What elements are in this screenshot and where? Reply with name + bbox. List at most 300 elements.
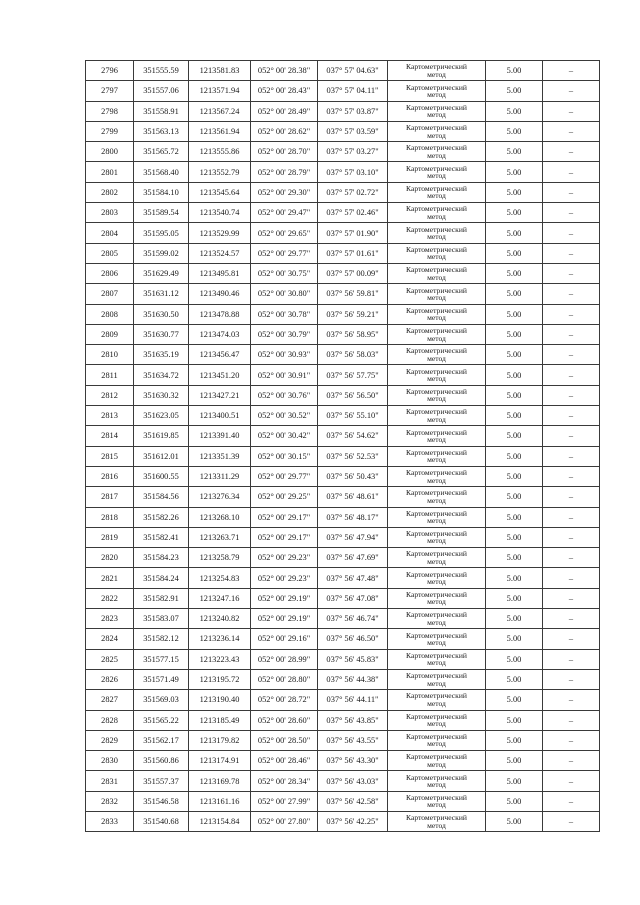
x-coordinate-cell: 351583.07 bbox=[134, 609, 189, 629]
y-coordinate-cell: 1213254.83 bbox=[189, 568, 251, 588]
longitude-cell: 037° 56' 48.61" bbox=[318, 487, 388, 507]
method-cell bbox=[388, 588, 486, 608]
method-line-2: метод bbox=[427, 272, 446, 282]
accuracy-cell: 5.00 bbox=[486, 811, 543, 831]
accuracy-cell: 5.00 bbox=[486, 568, 543, 588]
x-coordinate-cell: 351546.58 bbox=[134, 791, 189, 811]
longitude-cell: 037° 56' 54.62" bbox=[318, 426, 388, 446]
method-cell bbox=[388, 345, 486, 365]
latitude-cell: 052° 00' 29.47" bbox=[251, 203, 318, 223]
x-coordinate-cell: 351584.23 bbox=[134, 548, 189, 568]
method-cell bbox=[388, 669, 486, 689]
x-coordinate-cell: 351558.91 bbox=[134, 101, 189, 121]
latitude-cell: 052° 00' 28.50" bbox=[251, 730, 318, 750]
method-line-2: метод bbox=[427, 333, 446, 343]
accuracy-cell: 5.00 bbox=[486, 426, 543, 446]
table-row bbox=[86, 710, 600, 730]
x-coordinate-cell: 351584.24 bbox=[134, 568, 189, 588]
description-cell: – bbox=[543, 548, 600, 568]
description-cell: – bbox=[543, 710, 600, 730]
x-coordinate-cell: 351577.15 bbox=[134, 649, 189, 669]
longitude-cell: 037° 57' 03.59" bbox=[318, 121, 388, 141]
latitude-cell: 052° 00' 29.77" bbox=[251, 243, 318, 263]
table-row bbox=[86, 548, 600, 568]
method-line-2: метод bbox=[427, 820, 446, 830]
y-coordinate-cell: 1213552.79 bbox=[189, 162, 251, 182]
point-number-cell: 2820 bbox=[86, 548, 134, 568]
y-coordinate-cell: 1213268.10 bbox=[189, 507, 251, 527]
longitude-cell: 037° 56' 55.10" bbox=[318, 406, 388, 426]
method-cell bbox=[388, 385, 486, 405]
table-row bbox=[86, 324, 600, 344]
method-line-2: метод bbox=[427, 130, 446, 140]
y-coordinate-cell: 1213185.49 bbox=[189, 710, 251, 730]
x-coordinate-cell: 351630.77 bbox=[134, 324, 189, 344]
longitude-cell: 037° 56' 43.30" bbox=[318, 751, 388, 771]
method-cell bbox=[388, 365, 486, 385]
x-coordinate-cell: 351582.12 bbox=[134, 629, 189, 649]
method-line-2: метод bbox=[427, 374, 446, 384]
x-coordinate-cell: 351630.50 bbox=[134, 304, 189, 324]
y-coordinate-cell: 1213400.51 bbox=[189, 406, 251, 426]
accuracy-cell: 5.00 bbox=[486, 385, 543, 405]
latitude-cell: 052° 00' 30.52" bbox=[251, 406, 318, 426]
table-row bbox=[86, 568, 600, 588]
x-coordinate-cell: 351582.26 bbox=[134, 507, 189, 527]
longitude-cell: 037° 56' 56.50" bbox=[318, 385, 388, 405]
latitude-cell: 052° 00' 29.19" bbox=[251, 588, 318, 608]
table-row bbox=[86, 771, 600, 791]
description-cell: – bbox=[543, 791, 600, 811]
accuracy-cell: 5.00 bbox=[486, 324, 543, 344]
point-number-cell: 2805 bbox=[86, 243, 134, 263]
method-cell bbox=[388, 446, 486, 466]
longitude-cell: 037° 56' 46.50" bbox=[318, 629, 388, 649]
accuracy-cell: 5.00 bbox=[486, 203, 543, 223]
coordinates-table bbox=[85, 60, 600, 832]
latitude-cell: 052° 00' 30.15" bbox=[251, 446, 318, 466]
method-line-2: метод bbox=[427, 69, 446, 79]
latitude-cell: 052° 00' 30.79" bbox=[251, 324, 318, 344]
longitude-cell: 037° 57' 03.27" bbox=[318, 142, 388, 162]
point-number-cell: 2815 bbox=[86, 446, 134, 466]
description-cell: – bbox=[543, 243, 600, 263]
latitude-cell: 052° 00' 28.80" bbox=[251, 669, 318, 689]
method-line-1: Картометрический bbox=[406, 82, 467, 92]
y-coordinate-cell: 1213490.46 bbox=[189, 284, 251, 304]
method-cell bbox=[388, 629, 486, 649]
method-cell bbox=[388, 81, 486, 101]
method-cell bbox=[388, 203, 486, 223]
y-coordinate-cell: 1213571.94 bbox=[189, 81, 251, 101]
y-coordinate-cell: 1213529.99 bbox=[189, 223, 251, 243]
description-cell: – bbox=[543, 365, 600, 385]
x-coordinate-cell: 351571.49 bbox=[134, 669, 189, 689]
description-cell: – bbox=[543, 324, 600, 344]
y-coordinate-cell: 1213555.86 bbox=[189, 142, 251, 162]
method-line-1: Картометрический bbox=[406, 508, 467, 518]
description-cell: – bbox=[543, 182, 600, 202]
point-number-cell: 2821 bbox=[86, 568, 134, 588]
table-row bbox=[86, 446, 600, 466]
table-row bbox=[86, 345, 600, 365]
accuracy-cell: 5.00 bbox=[486, 61, 543, 81]
latitude-cell: 052° 00' 28.99" bbox=[251, 649, 318, 669]
longitude-cell: 037° 57' 04.63" bbox=[318, 61, 388, 81]
y-coordinate-cell: 1213540.74 bbox=[189, 203, 251, 223]
point-number-cell: 2808 bbox=[86, 304, 134, 324]
table-row bbox=[86, 243, 600, 263]
latitude-cell: 052° 00' 28.43" bbox=[251, 81, 318, 101]
latitude-cell: 052° 00' 28.46" bbox=[251, 751, 318, 771]
y-coordinate-cell: 1213161.16 bbox=[189, 791, 251, 811]
method-line-2: метод bbox=[427, 800, 446, 810]
point-number-cell: 2800 bbox=[86, 142, 134, 162]
latitude-cell: 052° 00' 29.17" bbox=[251, 527, 318, 547]
description-cell: – bbox=[543, 345, 600, 365]
y-coordinate-cell: 1213351.39 bbox=[189, 446, 251, 466]
latitude-cell: 052° 00' 28.72" bbox=[251, 690, 318, 710]
method-cell bbox=[388, 690, 486, 710]
longitude-cell: 037° 57' 02.72" bbox=[318, 182, 388, 202]
method-line-1: Картометрический bbox=[406, 447, 467, 457]
accuracy-cell: 5.00 bbox=[486, 669, 543, 689]
description-cell: – bbox=[543, 629, 600, 649]
method-cell bbox=[388, 466, 486, 486]
longitude-cell: 037° 56' 52.53" bbox=[318, 446, 388, 466]
accuracy-cell: 5.00 bbox=[486, 710, 543, 730]
accuracy-cell: 5.00 bbox=[486, 649, 543, 669]
table-row bbox=[86, 629, 600, 649]
x-coordinate-cell: 351557.06 bbox=[134, 81, 189, 101]
method-line-2: метод bbox=[427, 617, 446, 627]
longitude-cell: 037° 56' 59.21" bbox=[318, 304, 388, 324]
description-cell: – bbox=[543, 690, 600, 710]
method-line-2: метод bbox=[427, 394, 446, 404]
y-coordinate-cell: 1213263.71 bbox=[189, 527, 251, 547]
method-cell bbox=[388, 609, 486, 629]
longitude-cell: 037° 56' 48.17" bbox=[318, 507, 388, 527]
method-line-1: Картометрический bbox=[406, 123, 467, 133]
method-cell bbox=[388, 426, 486, 446]
y-coordinate-cell: 1213567.24 bbox=[189, 101, 251, 121]
method-line-1: Картометрический bbox=[406, 569, 467, 579]
latitude-cell: 052° 00' 28.60" bbox=[251, 710, 318, 730]
accuracy-cell: 5.00 bbox=[486, 527, 543, 547]
table-row bbox=[86, 385, 600, 405]
method-line-1: Картометрический bbox=[406, 163, 467, 173]
accuracy-cell: 5.00 bbox=[486, 406, 543, 426]
y-coordinate-cell: 1213247.16 bbox=[189, 588, 251, 608]
method-line-1: Картометрический bbox=[406, 630, 467, 640]
longitude-cell: 037° 57' 01.90" bbox=[318, 223, 388, 243]
x-coordinate-cell: 351568.40 bbox=[134, 162, 189, 182]
x-coordinate-cell: 351555.59 bbox=[134, 61, 189, 81]
table-row bbox=[86, 426, 600, 446]
method-line-1: Картометрический bbox=[406, 650, 467, 660]
table-row bbox=[86, 162, 600, 182]
table-row bbox=[86, 730, 600, 750]
description-cell: – bbox=[543, 487, 600, 507]
description-cell: – bbox=[543, 751, 600, 771]
table-row bbox=[86, 101, 600, 121]
method-cell bbox=[388, 710, 486, 730]
accuracy-cell: 5.00 bbox=[486, 751, 543, 771]
description-cell: – bbox=[543, 284, 600, 304]
description-cell: – bbox=[543, 406, 600, 426]
latitude-cell: 052° 00' 28.38" bbox=[251, 61, 318, 81]
x-coordinate-cell: 351629.49 bbox=[134, 263, 189, 283]
latitude-cell: 052° 00' 30.93" bbox=[251, 345, 318, 365]
x-coordinate-cell: 351582.91 bbox=[134, 588, 189, 608]
method-cell bbox=[388, 568, 486, 588]
longitude-cell: 037° 56' 46.74" bbox=[318, 609, 388, 629]
method-line-1: Картометрический bbox=[406, 62, 467, 72]
y-coordinate-cell: 1213154.84 bbox=[189, 811, 251, 831]
description-cell: – bbox=[543, 811, 600, 831]
description-cell: – bbox=[543, 466, 600, 486]
coordinates-table-body bbox=[86, 61, 600, 832]
table-row bbox=[86, 466, 600, 486]
method-line-1: Картометрический bbox=[406, 102, 467, 112]
accuracy-cell: 5.00 bbox=[486, 507, 543, 527]
longitude-cell: 037° 56' 44.38" bbox=[318, 669, 388, 689]
method-cell bbox=[388, 121, 486, 141]
method-line-1: Картометрический bbox=[406, 732, 467, 742]
longitude-cell: 037° 56' 57.75" bbox=[318, 365, 388, 385]
accuracy-cell: 5.00 bbox=[486, 263, 543, 283]
point-number-cell: 2803 bbox=[86, 203, 134, 223]
accuracy-cell: 5.00 bbox=[486, 121, 543, 141]
accuracy-cell: 5.00 bbox=[486, 548, 543, 568]
table-row bbox=[86, 406, 600, 426]
method-cell bbox=[388, 507, 486, 527]
x-coordinate-cell: 351600.55 bbox=[134, 466, 189, 486]
method-cell bbox=[388, 771, 486, 791]
method-line-1: Картометрический bbox=[406, 305, 467, 315]
method-line-2: метод bbox=[427, 252, 446, 262]
table-row bbox=[86, 811, 600, 831]
method-cell bbox=[388, 649, 486, 669]
point-number-cell: 2827 bbox=[86, 690, 134, 710]
method-cell bbox=[388, 406, 486, 426]
method-line-2: метод bbox=[427, 434, 446, 444]
description-cell: – bbox=[543, 609, 600, 629]
y-coordinate-cell: 1213451.20 bbox=[189, 365, 251, 385]
longitude-cell: 037° 57' 02.46" bbox=[318, 203, 388, 223]
method-line-1: Картометрический bbox=[406, 184, 467, 194]
method-line-1: Картометрический bbox=[406, 224, 467, 234]
x-coordinate-cell: 351563.13 bbox=[134, 121, 189, 141]
point-number-cell: 2810 bbox=[86, 345, 134, 365]
point-number-cell: 2814 bbox=[86, 426, 134, 446]
method-line-2: метод bbox=[427, 292, 446, 302]
x-coordinate-cell: 351630.32 bbox=[134, 385, 189, 405]
point-number-cell: 2823 bbox=[86, 609, 134, 629]
description-cell: – bbox=[543, 61, 600, 81]
description-cell: – bbox=[543, 507, 600, 527]
latitude-cell: 052° 00' 27.80" bbox=[251, 811, 318, 831]
method-line-1: Картометрический bbox=[406, 813, 467, 823]
method-line-1: Картометрический bbox=[406, 691, 467, 701]
y-coordinate-cell: 1213311.29 bbox=[189, 466, 251, 486]
accuracy-cell: 5.00 bbox=[486, 101, 543, 121]
point-number-cell: 2813 bbox=[86, 406, 134, 426]
method-cell bbox=[388, 487, 486, 507]
method-cell bbox=[388, 223, 486, 243]
latitude-cell: 052° 00' 28.62" bbox=[251, 121, 318, 141]
method-line-2: метод bbox=[427, 739, 446, 749]
table-row bbox=[86, 61, 600, 81]
y-coordinate-cell: 1213495.81 bbox=[189, 263, 251, 283]
y-coordinate-cell: 1213223.43 bbox=[189, 649, 251, 669]
table-row bbox=[86, 121, 600, 141]
y-coordinate-cell: 1213236.14 bbox=[189, 629, 251, 649]
method-cell bbox=[388, 263, 486, 283]
method-line-1: Картометрический bbox=[406, 772, 467, 782]
method-cell bbox=[388, 548, 486, 568]
method-line-1: Картометрический bbox=[406, 468, 467, 478]
description-cell: – bbox=[543, 203, 600, 223]
longitude-cell: 037° 56' 42.58" bbox=[318, 791, 388, 811]
description-cell: – bbox=[543, 771, 600, 791]
y-coordinate-cell: 1213581.83 bbox=[189, 61, 251, 81]
table-row bbox=[86, 487, 600, 507]
accuracy-cell: 5.00 bbox=[486, 162, 543, 182]
x-coordinate-cell: 351560.86 bbox=[134, 751, 189, 771]
method-line-1: Картометрический bbox=[406, 244, 467, 254]
point-number-cell: 2819 bbox=[86, 527, 134, 547]
table-row bbox=[86, 182, 600, 202]
method-cell bbox=[388, 751, 486, 771]
method-line-2: метод bbox=[427, 171, 446, 181]
latitude-cell: 052° 00' 29.16" bbox=[251, 629, 318, 649]
y-coordinate-cell: 1213474.03 bbox=[189, 324, 251, 344]
point-number-cell: 2826 bbox=[86, 669, 134, 689]
y-coordinate-cell: 1213561.94 bbox=[189, 121, 251, 141]
description-cell: – bbox=[543, 142, 600, 162]
point-number-cell: 2822 bbox=[86, 588, 134, 608]
y-coordinate-cell: 1213174.91 bbox=[189, 751, 251, 771]
accuracy-cell: 5.00 bbox=[486, 466, 543, 486]
accuracy-cell: 5.00 bbox=[486, 345, 543, 365]
method-line-2: метод bbox=[427, 597, 446, 607]
longitude-cell: 037° 57' 03.87" bbox=[318, 101, 388, 121]
longitude-cell: 037° 57' 03.10" bbox=[318, 162, 388, 182]
method-line-2: метод bbox=[427, 89, 446, 99]
y-coordinate-cell: 1213545.64 bbox=[189, 182, 251, 202]
description-cell: – bbox=[543, 446, 600, 466]
method-line-1: Картометрический bbox=[406, 366, 467, 376]
latitude-cell: 052° 00' 30.76" bbox=[251, 385, 318, 405]
accuracy-cell: 5.00 bbox=[486, 284, 543, 304]
latitude-cell: 052° 00' 30.80" bbox=[251, 284, 318, 304]
method-line-1: Картометрический bbox=[406, 285, 467, 295]
method-line-2: метод bbox=[427, 232, 446, 242]
description-cell: – bbox=[543, 304, 600, 324]
x-coordinate-cell: 351589.54 bbox=[134, 203, 189, 223]
x-coordinate-cell: 351599.02 bbox=[134, 243, 189, 263]
description-cell: – bbox=[543, 385, 600, 405]
method-line-2: метод bbox=[427, 516, 446, 526]
method-cell bbox=[388, 791, 486, 811]
table-row bbox=[86, 669, 600, 689]
longitude-cell: 037° 56' 50.43" bbox=[318, 466, 388, 486]
method-line-1: Картометрический bbox=[406, 407, 467, 417]
point-number-cell: 2809 bbox=[86, 324, 134, 344]
point-number-cell: 2816 bbox=[86, 466, 134, 486]
method-line-2: метод bbox=[427, 759, 446, 769]
point-number-cell: 2798 bbox=[86, 101, 134, 121]
longitude-cell: 037° 56' 44.11" bbox=[318, 690, 388, 710]
latitude-cell: 052° 00' 29.30" bbox=[251, 182, 318, 202]
longitude-cell: 037° 56' 43.85" bbox=[318, 710, 388, 730]
method-cell bbox=[388, 243, 486, 263]
accuracy-cell: 5.00 bbox=[486, 243, 543, 263]
latitude-cell: 052° 00' 30.42" bbox=[251, 426, 318, 446]
accuracy-cell: 5.00 bbox=[486, 81, 543, 101]
method-line-2: метод bbox=[427, 536, 446, 546]
method-line-2: метод bbox=[427, 577, 446, 587]
latitude-cell: 052° 00' 28.34" bbox=[251, 771, 318, 791]
method-line-2: метод bbox=[427, 780, 446, 790]
longitude-cell: 037° 56' 47.08" bbox=[318, 588, 388, 608]
x-coordinate-cell: 351569.03 bbox=[134, 690, 189, 710]
point-number-cell: 2832 bbox=[86, 791, 134, 811]
table-row bbox=[86, 507, 600, 527]
longitude-cell: 037° 56' 47.48" bbox=[318, 568, 388, 588]
method-line-1: Картометрический bbox=[406, 792, 467, 802]
method-line-2: метод bbox=[427, 191, 446, 201]
description-cell: – bbox=[543, 527, 600, 547]
point-number-cell: 2824 bbox=[86, 629, 134, 649]
description-cell: – bbox=[543, 101, 600, 121]
x-coordinate-cell: 351540.68 bbox=[134, 811, 189, 831]
method-line-2: метод bbox=[427, 313, 446, 323]
method-line-2: метод bbox=[427, 110, 446, 120]
latitude-cell: 052° 00' 28.49" bbox=[251, 101, 318, 121]
table-row bbox=[86, 365, 600, 385]
description-cell: – bbox=[543, 162, 600, 182]
point-number-cell: 2818 bbox=[86, 507, 134, 527]
point-number-cell: 2807 bbox=[86, 284, 134, 304]
method-line-2: метод bbox=[427, 658, 446, 668]
method-line-1: Картометрический bbox=[406, 204, 467, 214]
y-coordinate-cell: 1213427.21 bbox=[189, 385, 251, 405]
longitude-cell: 037° 56' 45.83" bbox=[318, 649, 388, 669]
point-number-cell: 2828 bbox=[86, 710, 134, 730]
table-row bbox=[86, 649, 600, 669]
x-coordinate-cell: 351584.10 bbox=[134, 182, 189, 202]
point-number-cell: 2831 bbox=[86, 771, 134, 791]
method-line-1: Картометрический bbox=[406, 671, 467, 681]
longitude-cell: 037° 56' 47.94" bbox=[318, 527, 388, 547]
method-line-2: метод bbox=[427, 556, 446, 566]
method-cell bbox=[388, 324, 486, 344]
latitude-cell: 052° 00' 30.75" bbox=[251, 263, 318, 283]
method-cell bbox=[388, 101, 486, 121]
y-coordinate-cell: 1213391.40 bbox=[189, 426, 251, 446]
method-line-1: Картометрический bbox=[406, 326, 467, 336]
description-cell: – bbox=[543, 81, 600, 101]
description-cell: – bbox=[543, 730, 600, 750]
table-row bbox=[86, 81, 600, 101]
x-coordinate-cell: 351612.01 bbox=[134, 446, 189, 466]
point-number-cell: 2804 bbox=[86, 223, 134, 243]
x-coordinate-cell: 351557.37 bbox=[134, 771, 189, 791]
latitude-cell: 052° 00' 29.65" bbox=[251, 223, 318, 243]
description-cell: – bbox=[543, 263, 600, 283]
